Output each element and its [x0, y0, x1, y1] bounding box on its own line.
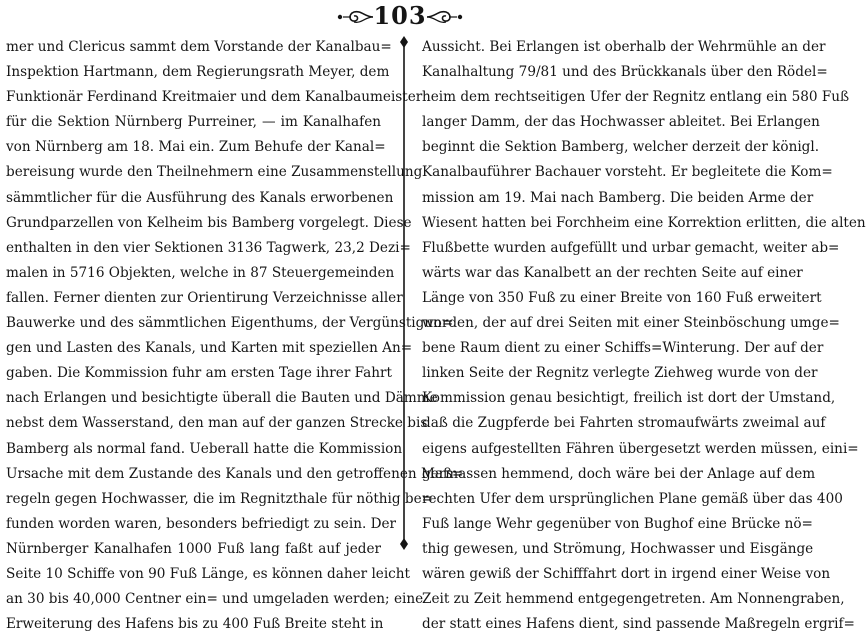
text-line: linken Seite der Regnitz verlegte Ziehweg wurde von der — [422, 365, 818, 382]
text-line: Zeit zu Zeit hemmend entgegengetreten. Am Nonnengraben, — [422, 591, 845, 608]
text-line: worden, der auf drei Seiten mit einer Steinböschung umge= — [422, 315, 840, 332]
text-line: rechten Ufer dem ursprünglichen Plane gemäß über das 400 — [422, 490, 843, 507]
text-line: wärts war das Kanalbett an der rechten Seite auf einer — [422, 264, 803, 281]
text-line: Bamberg als normal fand. Ueberall hatte die Kommission — [6, 440, 403, 457]
text-line: mer und Clericus sammt dem Vorstande der Kanalbau= — [6, 39, 392, 55]
text-line: thig gewesen, und Strömung, Hochwasser und Eisgänge — [422, 540, 814, 557]
text-line: malen in 5716 Objekten, welche in 87 Steuergemeinden — [6, 264, 395, 281]
page-number: 103 — [373, 1, 427, 30]
text-line: regeln gegen Hochwasser, die im Regnitzthale für nöthig be= — [6, 490, 434, 507]
text-line: an 30 bis 40,000 Centner ein= und umgeladen werden; eine — [6, 591, 424, 608]
text-line: mission am 19. Mai nach Bamberg. Die beiden Arme der — [422, 189, 814, 206]
text-line: Grundparzellen von Kelheim bis Bamberg vorgelegt. Diese — [6, 214, 412, 231]
text-line: heim dem rechtseitigen Ufer der Regnitz entlang ein 580 Fuß — [422, 89, 850, 106]
right-ornament-icon — [425, 6, 465, 28]
text-line: nebst dem Wasserstand, den man auf der ganzen Strecke bis — [6, 415, 428, 432]
text-line: eigens aufgestellten Fähren übergesetzt werden müssen, eini= — [422, 440, 859, 457]
text-line: nach Erlangen und besichtigte überall die Bauten und Dämme — [6, 390, 438, 407]
text-line: Flußbette wurden aufgefüllt und urbar gemacht, weiter ab= — [422, 239, 840, 256]
text-line: gen und Lasten des Kanals, und Karten mit speziellen An= — [6, 340, 413, 357]
text-line: Fuß lange Wehr gegenüber von Bughof eine Brücke nö= — [422, 515, 813, 532]
text-line: Nürnberger Kanalhafen 1000 Fuß lang faßt auf jeder — [6, 540, 381, 557]
text-line: sämmtlicher für die Ausführung des Kanals erworbenen — [6, 189, 394, 206]
text-line: fallen. Ferner dienten zur Orientirung Verzeichnisse aller — [6, 289, 403, 306]
right-text-column — [422, 35, 866, 637]
text-line: enthalten in den vier Sektionen 3136 Tagwerk, 23,2 Dezi= — [6, 239, 411, 256]
text-line: Kanalbauführer Bachauer vorsteht. Er begleitete die Kom= — [422, 164, 833, 181]
text-line: Wiesent hatten bei Forchheim eine Korrektion erlitten, die alten — [422, 214, 866, 231]
text-line: funden worden waren, besonders befriedigt zu sein. Der — [6, 515, 397, 532]
text-line: daß die Zugpferde bei Fahrten stromaufwärts zweimal auf — [422, 415, 826, 432]
text-line: germassen hemmend, doch wäre bei der Anlage auf dem — [422, 465, 816, 482]
text-line: der statt eines Hafens dient, sind passende Maßregeln ergrif= — [422, 616, 855, 633]
text-line: gaben. Die Kommission fuhr am ersten Tage ihrer Fahrt — [6, 365, 392, 382]
text-line: von Nürnberg am 18. Mai ein. Zum Behufe der Kanal= — [6, 139, 386, 156]
text-line: Kommission genau besichtigt, freilich ist dort der Umstand, — [422, 390, 836, 407]
left-text-column — [6, 35, 464, 637]
text-line: Seite 10 Schiffe von 90 Fuß Länge, es können daher leicht — [6, 565, 411, 582]
text-line: bene Raum dient zu einer Schiffs=Winterung. Der auf der — [422, 340, 824, 357]
text-line: Ursache mit dem Zustande des Kanals und den getroffenen Maß= — [6, 465, 464, 482]
text-line: beginnt die Sektion Bamberg, welcher derzeit der königl. — [422, 139, 820, 156]
text-line: für die Sektion Nürnberg Purreiner, — im Kanalhafen — [6, 114, 381, 131]
text-line: langer Damm, der das Hochwasser ableitet. Bei Erlangen — [422, 114, 820, 131]
text-line: wären gewiß der Schifffahrt dort in irgend einer Weise von — [422, 565, 831, 582]
text-line: Aussicht. Bei Erlangen ist oberhalb der Wehrmühle an der — [422, 39, 826, 55]
text-line: Kanalhaltung 79/81 und des Brückkanals über den Rödel= — [422, 64, 828, 81]
page-header — [0, 2, 800, 30]
text-line: Inspektion Hartmann, dem Regierungsrath Meyer, dem — [6, 64, 390, 81]
column-divider — [397, 36, 411, 550]
text-line: Funktionär Ferdinand Kreitmaier und dem Kanalbaumeister — [6, 89, 423, 106]
text-line: Länge von 350 Fuß zu einer Breite von 160 Fuß erweitert — [422, 289, 822, 306]
left-ornament-icon — [335, 6, 375, 28]
text-line: Bauwerke und des sämmtlichen Eigenthums, der Vergünstigun= — [6, 315, 454, 332]
text-line: Erweiterung des Hafens bis zu 400 Fuß Breite steht in — [6, 616, 384, 633]
text-line: bereisung wurde den Theilnehmern eine Zusammenstellung — [6, 164, 423, 181]
